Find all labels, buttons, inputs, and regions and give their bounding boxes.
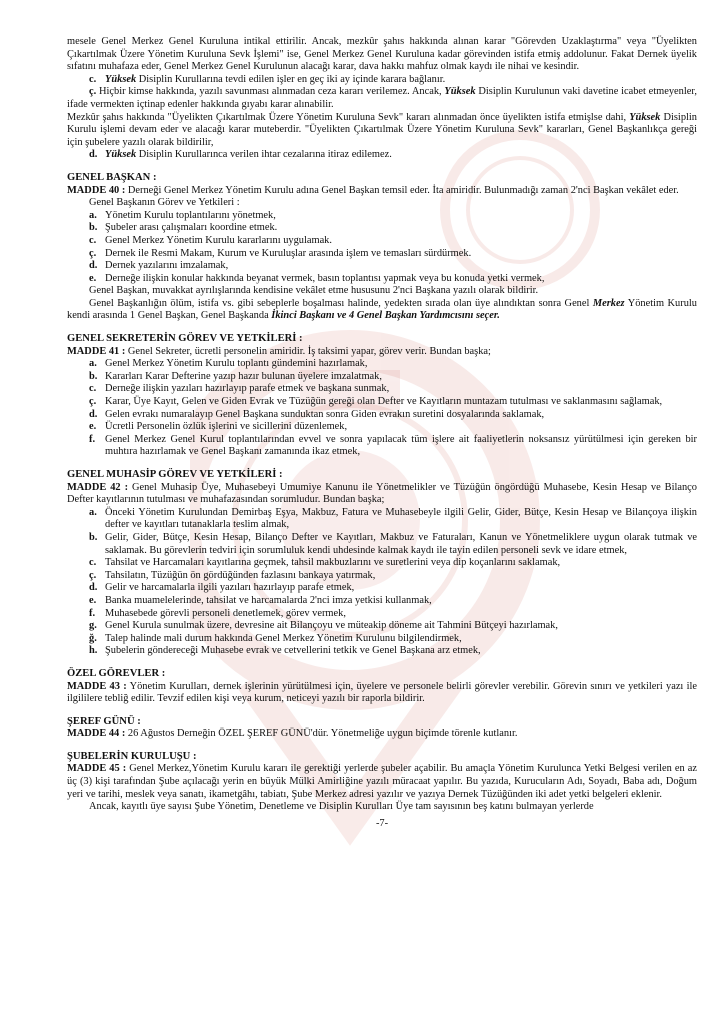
- item-marker: ç.: [89, 569, 97, 581]
- item-text: Genel Kurula sunulmak üzere, devresine ait Bilançoyu ve müteakip döneme ait Tahmini Bütçeyi hazırlamak,: [105, 620, 558, 632]
- item-text: Genel Merkez Genel Kurul toplantılarından evvel ve sonra yapılacak tüm işlere ait faaliyetlerin noksansız yürütülmesi için gereken bir muhtıra hazırlamak ve Genel Başkanı zamanında ikaz etmek,: [105, 433, 697, 458]
- article-number: MADDE 43 :: [67, 680, 127, 692]
- item-text: Muhasebede görevli personeli denetlemek, görev vermek,: [105, 607, 346, 619]
- section-heading: GENEL BAŞKAN :: [67, 171, 157, 183]
- list-item: [67, 633, 697, 646]
- item-text: Genel Merkez Yönetim Kurulu kararlarını uygulamak.: [105, 234, 332, 246]
- article-paragraph: [67, 185, 697, 198]
- item-text: Derneğe ilişkin yazıları hazırlayıp parafe etmek ve başkana sunmak,: [105, 383, 390, 395]
- article-text: 26 Ağustos Derneğin ÖZEL ŞEREF GÜNÜ'dür. Yönetmeliğe uygun biçimde törenle kutlanır.: [125, 728, 518, 740]
- item-text: Gelir, Gider, Bütçe, Kesin Hesap, Bilanço Defter ve Kayıtları, Makbuz ve Faturaları, Kanun ve Yönetmeliklere uygun olarak tutmak ve saklamak. Bu görevlerin tedviri için sorumluluk kendi uhdesinde kalmak kaydı ile tayin edilen personeli sevk ve idare etmek,: [105, 531, 697, 556]
- paragraph: Ancak, kayıtlı üye sayısı Şube Yönetim, Denetleme ve Disiplin Kurulları Üye tam sayısının beş katını bulmayan yerlerde: [89, 801, 594, 813]
- item-text: Şubeler arası çalışmaları koordine etmek.: [105, 222, 278, 234]
- article-number: MADDE 44 :: [67, 728, 126, 740]
- article-number: MADDE 41 :: [67, 345, 126, 357]
- list-item: [67, 358, 697, 371]
- list-item: [67, 620, 697, 633]
- list-item: [67, 248, 697, 261]
- duty-list: [67, 507, 697, 658]
- item-text: Gelen evrakı numaralayıp Genel Başkana sunduktan sonra Giden evrakın suretini dosyalarında saklamak,: [105, 408, 545, 420]
- list-item: [67, 74, 697, 87]
- item-marker: c.: [89, 383, 97, 395]
- item-marker: b.: [89, 370, 98, 382]
- item-text: Tahsilat ve Harcamaları kayıtlarına geçmek, tahsil makbuzlarını ve suretlerini veya dip koçanlarını saklamak,: [105, 557, 561, 569]
- list-item: [67, 532, 697, 557]
- article-paragraph: [67, 482, 697, 507]
- text-run: Genel Başkanlığın ölüm, istifa vs. gibi sebeplerle boşalması halinde, yedekten sırada olan üye alındıktan sonra Genel: [89, 297, 593, 309]
- item-marker: c.: [89, 73, 97, 85]
- item-marker: d.: [89, 260, 98, 272]
- list-item: [67, 149, 697, 162]
- text-run: Hiçbir kimse hakkında, yazılı savunması alınmadan ceza kararı verilemez. Ancak,: [96, 86, 445, 98]
- article-text: Yönetim Kurulları, dernek işlerinin yürütülmesi için, üyelere ve personele belirli görevler verebilir. Görevin sınırı ve yetkileri yazı ile ilgililere tebliğ edilir. Tevzif edilen kişi veya kurum, neticeyi yazılı bir raporla bildirir.: [67, 680, 697, 705]
- item-marker: d.: [89, 408, 98, 420]
- text-run: Disiplin Kurulunun vaki davetine icabet etmeyenler, ifade vermekten içtinap edenler hakkında gıyabı karar alınabilir.: [67, 86, 698, 110]
- article-text: Genel Merkez,Yönetim Kurulu kararı ile gerektiği yerlerde şubeler açabilir. Bu amaçla Yönetim Kurulunca Yetki Belgesi verilen en az üç (3) kişi tarafından Şube açılacağı yerin en büyük Mülki Amirliğine yazılı müracaat yapılır. Bu yazıda, Kurucuların Adı, Soyadı, Baba adı, Doğum yeri ve tarihi, meslek veya sanatı, ikametgâhı, tabiatı, Şube Merkez adresi yazılır ve yazıya Dernek Tüzüğünden iki adet yetki belgeleri eklenir.: [67, 763, 698, 800]
- emphasis: Yüksek: [629, 111, 661, 123]
- item-marker: g.: [89, 620, 97, 632]
- item-marker: b.: [89, 222, 98, 234]
- intro-paragraph: mesele Genel Merkez Genel Kuruluna intikal ettirilir. Ancak, mezkûr şahıs hakkında alınan karar "Görevden Uzaklaştırma" veya "Üyelikten Çıkartılmak Üzere Yönetim Kuruluna Sevk İşlemi" ise, Genel Merkez Genel Kuruluna kadar görevinden istifa etmiş addolunur. Fakat Dernek üyelik sıfatını muhafaza eder, Genel Merkez Genel Kurulunun alacağı karar, dava hakkı mahfuz olmak kaydı ile nihai ve kesindir.: [67, 36, 697, 73]
- item-text: Önceki Yönetim Kurulundan Demirbaş Eşya, Makbuz, Fatura ve Muhasebeyle ilgili Gelir, Gider, Bütçe, Kesin Hesap ve Bilançoya ilişkin defter ve kayıtları tutanaklarla teslim almak,: [105, 506, 697, 531]
- item-text: Kararları Karar Defterine yazıp hazır bulunan üyelere imzalatmak,: [105, 370, 382, 382]
- page-number: -7-: [375, 817, 389, 829]
- item-marker: f.: [89, 433, 96, 445]
- subheading: Genel Başkanın Görev ve Yetkileri :: [89, 197, 240, 209]
- item-marker: e.: [89, 272, 97, 284]
- list-item: [67, 235, 697, 248]
- article-number: MADDE 45 :: [67, 763, 127, 775]
- text-run: Disiplin Kurulu işlemi devam eder ve alacağı karar muteberdir. "Üyelikten Çıkartılmak Üzere Yönetim Kuruluna Sevk" kararları, Genel Başkanlıkça gereği için şubelere yazılı olarak bildirilir,: [67, 111, 697, 148]
- emphasis: Yüksek: [444, 86, 476, 98]
- list-item: [67, 260, 697, 273]
- item-text: Dernek yazılarını imzalamak,: [105, 260, 229, 272]
- list-item: [67, 570, 697, 583]
- list-item: [67, 210, 697, 223]
- article-paragraph: [67, 728, 697, 741]
- section-heading: GENEL MUHASİP GÖREV VE YETKİLERİ :: [67, 469, 283, 480]
- item-text: Yönetim Kurulu toplantılarını yönetmek,: [105, 209, 276, 221]
- item-marker: e.: [89, 421, 97, 433]
- emphasis: Yüksek: [105, 149, 137, 161]
- article-paragraph: [67, 763, 697, 801]
- list-item: [67, 383, 697, 396]
- item-marker: c.: [89, 234, 97, 246]
- list-item: [67, 421, 697, 434]
- item-text: Tahsilatın, Tüzüğün ön gördüğünden fazlasını bankaya yatırmak,: [105, 569, 376, 581]
- article-number: MADDE 42 :: [67, 481, 129, 493]
- item-text: Ücretli Personelin özlük işlerini ve sicillerini düzenlemek,: [105, 421, 348, 433]
- article-number: MADDE 40 :: [67, 184, 126, 196]
- list-item: [67, 371, 697, 384]
- list-item: [67, 595, 697, 608]
- emphasis: Merkez: [592, 297, 625, 309]
- item-marker: a.: [89, 209, 97, 221]
- duty-list: [67, 358, 697, 459]
- item-marker: d.: [89, 582, 98, 594]
- item-marker: c.: [89, 557, 97, 569]
- list-item: [67, 222, 697, 235]
- section-heading: ŞUBELERİN KURULUŞU :: [67, 750, 197, 762]
- paragraph: Genel Başkan, muvakkat ayrılışlarında kendisine vekâlet etme hususunu 2'nci Başkana yazılı olarak bildirir.: [89, 285, 539, 297]
- item-marker: f.: [89, 607, 96, 619]
- item-text: Disiplin Kurullarına tevdi edilen işler en geç iki ay içinde karara bağlanır.: [136, 73, 446, 85]
- item-marker: ç.: [89, 396, 97, 408]
- duty-list: [67, 210, 697, 286]
- list-item: [67, 396, 697, 409]
- item-marker: d.: [89, 149, 98, 161]
- list-item: [67, 557, 697, 570]
- item-text: Derneğe ilişkin konular hakkında beyanat vermek, basın toplantısı yapmak veya bu konuda yetki vermek,: [105, 272, 545, 284]
- item-text: Talep halinde mali durum hakkında Genel Merkez Yönetim Kurulunu bilgilendirmek,: [105, 632, 462, 644]
- text-run: Mezkûr şahıs hakkında "Üyelikten Çıkartılmak Üzere Yönetim Kuruluna Sevk" kararı alınmadan önce üyelikten istifa etmişlse dahi,: [67, 111, 630, 123]
- list-item: [67, 507, 697, 532]
- paragraph: [67, 298, 697, 323]
- item-marker: e.: [89, 594, 97, 606]
- list-item: [67, 409, 697, 422]
- text-run: Yönetim Kurulu kendi arasında 1 Genel Başkan, Genel Başkanda: [67, 297, 697, 322]
- article-paragraph: [67, 346, 697, 359]
- item-text: Karar, Üye Kayıt, Gelen ve Giden Evrak ve Tüzüğün gereği olan Defter ve Kayıtların muntazam tutulması ve saklanmasını sağlamak,: [105, 396, 663, 408]
- item-text: Disiplin Kurullarınca verilen ihtar cezalarına itiraz edilemez.: [136, 149, 392, 161]
- item-marker: a.: [89, 358, 97, 370]
- item-marker: h.: [89, 645, 98, 657]
- list-item: [67, 645, 697, 658]
- item-text: Gelir ve harcamalarla ilgili yazıları hazırlayıp parafe etmek,: [105, 582, 355, 594]
- section-heading: GENEL SEKRETERİN GÖREV VE YETKİLERİ :: [67, 333, 303, 345]
- section-heading: ŞEREF GÜNÜ :: [67, 715, 141, 727]
- section-heading: ÖZEL GÖREVLER :: [67, 667, 166, 679]
- item-marker: b.: [89, 531, 98, 543]
- article-text: Genel Sekreter, ücretli personelin amiridir. İş taksimi yapar, görev verir. Bundan başka;: [125, 345, 491, 357]
- item-text: Genel Merkez Yönetim Kurulu toplantı gündemini hazırlamak,: [105, 358, 368, 370]
- item-marker: ç.: [89, 86, 97, 98]
- item-marker: ğ.: [89, 632, 97, 644]
- item-text: Banka muamelelerinde, tahsilat ve harcamalarda 2'nci imza yetkisi kullanmak,: [105, 594, 432, 606]
- sevk-paragraph: [67, 112, 697, 150]
- emphasis: İkinci Başkanı ve 4 Genel Başkan Yardımcısını seçer.: [271, 310, 500, 322]
- cc-paragraph: [67, 86, 697, 111]
- list-item: [67, 608, 697, 621]
- article-text: Genel Muhasip Üye, Muhasebeyi Umumiye Kanunu ile Yönetmelikler ve Tüzüğün öngördüğü Muhasebe, Kesin Hesap ve Bilanço Defter kayıtlarının tutulması ve muhafazasından sorumludur. Bundan başka;: [67, 481, 697, 506]
- article-paragraph: [67, 681, 697, 706]
- item-marker: a.: [89, 506, 97, 518]
- emphasis: Yüksek: [105, 73, 137, 85]
- item-marker: ç.: [89, 247, 97, 259]
- article-text: Derneği Genel Merkez Yönetim Kurulu adına Genel Başkan temsil eder. İta amiridir. Bulunmadığı zaman 2'nci Başkan vekâlet eder.: [125, 184, 679, 196]
- list-item: [67, 582, 697, 595]
- list-item: [67, 273, 697, 286]
- item-text: Dernek ile Resmi Makam, Kurum ve Kuruluşlar arasında işlem ve temasları sürdürmek.: [105, 247, 472, 259]
- list-item: [67, 434, 697, 459]
- item-text: Şubelerin göndereceği Muhasebe evrak ve cetvellerini tetkik ve Genel Başkana arz etmek,: [105, 645, 481, 657]
